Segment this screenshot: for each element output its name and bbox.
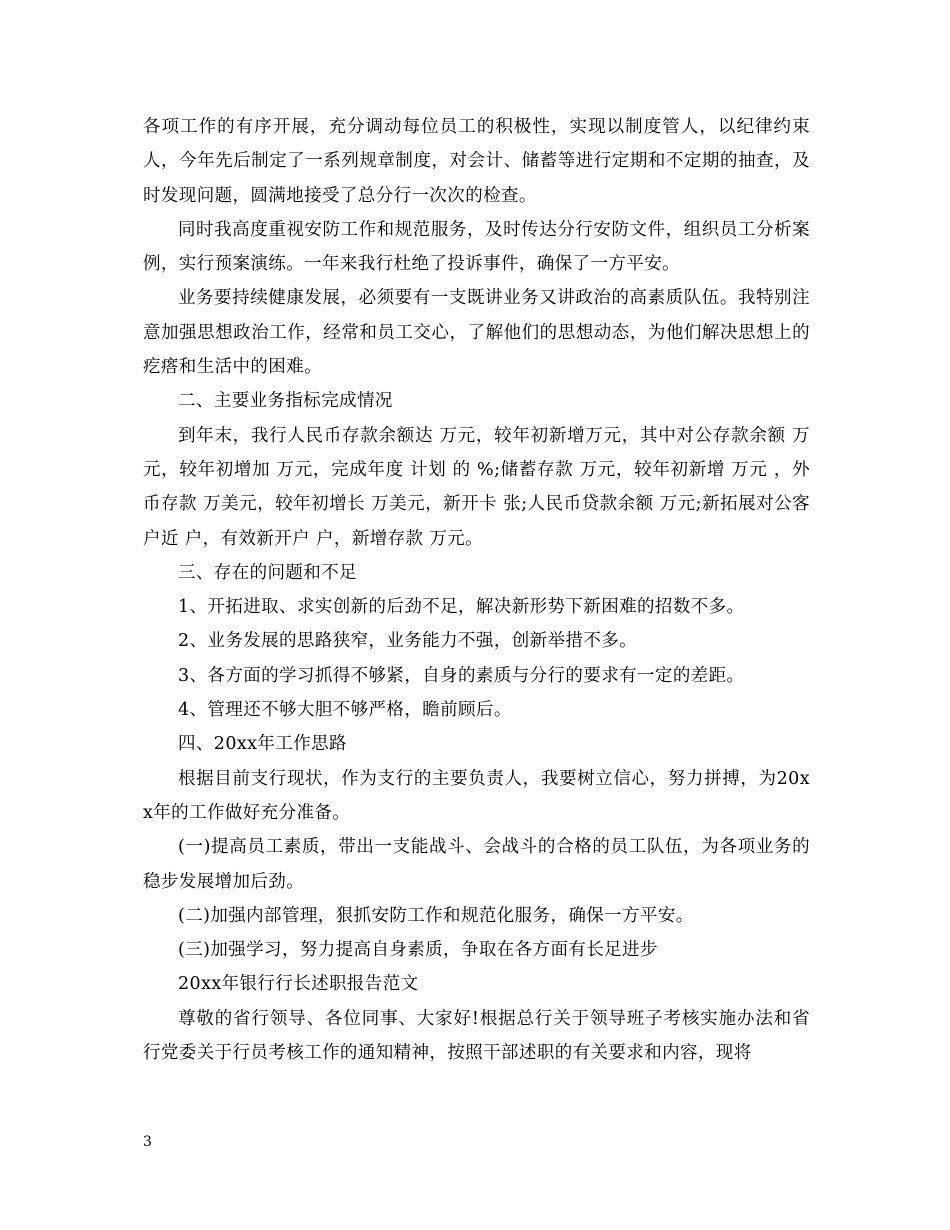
- paragraph: 同时我高度重视安防工作和规范服务，及时传达分行安防文件，组织员工分析案例，实行预案演练。一年来我行杜绝了投诉事件，确保了一方平安。: [143, 219, 810, 275]
- list-item: 4、管理还不够大胆不够严格，瞻前顾后。: [178, 700, 512, 721]
- list-item: (一)提高员工素质，带出一支能战斗、会战斗的合格的员工队伍，为各项业务的稳步发展增加后劲。: [143, 837, 810, 892]
- list-item: 3、各方面的学习抓得不够紧，自身的素质与分行的要求有一定的差距。: [178, 665, 745, 686]
- paragraph: 各项工作的有序开展，充分调动每位员工的积极性，实现以制度管人，以纪律约束人，今年先后制定了一系列规章制度，对会计、储蓄等进行定期和不定期的抽查，及时发现问题，圆满地接受了总分行一次次的检查。: [143, 117, 810, 206]
- list-item: 2、业务发展的思路狭窄，业务能力不强，创新举措不多。: [178, 631, 638, 652]
- section-heading: 三、存在的问题和不足: [178, 562, 357, 583]
- paragraph: 到年末，我行人民币存款余额达 万元，较年初新增万元，其中对公存款余额 万元，较年初增加 万元，完成年度 计划 的 %;储蓄存款 万元，较年初新增 万元 ，外币存款 万美元，较年初增长 万美元，新开卡 张;人民币贷款余额 万元;新拓展对公客户近 户，有效新开户 户，新增存款 万元。: [143, 425, 810, 549]
- section-heading: 二、主要业务指标完成情况: [178, 391, 393, 412]
- list-item: (三)加强学习，努力提高自身素质，争取在各方面有长足进步: [178, 940, 658, 961]
- paragraph: 业务要持续健康发展，必须要有一支既讲业务又讲政治的高素质队伍。我特别注意加强思想政治工作，经常和员工交心，了解他们的思想动态，为他们解决思想上的疙瘩和生活中的困难。: [143, 288, 810, 378]
- page-number: 3: [143, 1134, 152, 1150]
- list-item: (二)加强内部管理，狠抓安防工作和规范化服务，确保一方平安。: [178, 905, 694, 926]
- document-body: [143, 110, 810, 1070]
- paragraph: 根据目前支行现状，作为支行的主要负责人，我要树立信心，努力拼搏，为20xx年的工作做好充分准备。: [143, 768, 810, 823]
- list-item: 1、开拓进取、求实创新的后劲不足，解决新形势下新困难的招数不多。: [178, 597, 745, 618]
- article-title: 20xx年银行行长述职报告范文: [178, 974, 419, 995]
- paragraph: 尊敬的省行领导、各位同事、大家好!根据总行关于领导班子考核实施办法和省行党委关于行员考核工作的通知精神，按照干部述职的有关要求和内容，现将: [143, 1008, 810, 1064]
- section-heading: 四、20xx年工作思路: [178, 734, 347, 755]
